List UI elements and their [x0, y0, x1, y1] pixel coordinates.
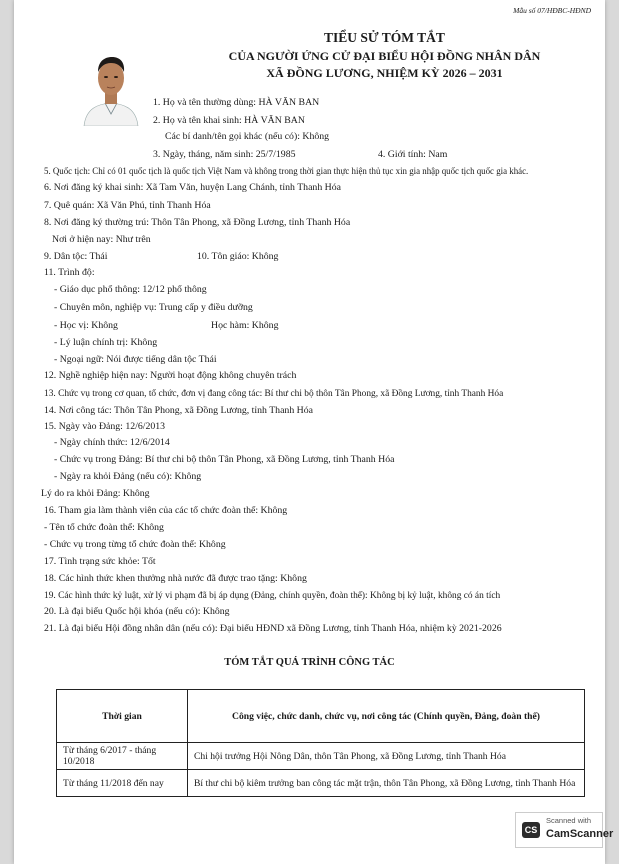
- scanner-brand: CamScanner: [546, 828, 614, 840]
- field-birth-registration: 6. Nơi đăng ký khai sinh: Xã Tam Văn, huyện Lang Chánh, tỉnh Thanh Hóa: [44, 182, 341, 193]
- portrait-photo: [76, 48, 146, 126]
- document-page: [14, 0, 605, 864]
- field-awards: 18. Các hình thức khen thưởng nhà nước đã được trao tặng: Không: [44, 573, 307, 584]
- camscanner-logo-icon: CS: [522, 822, 540, 838]
- field-aliases: Các bí danh/tên gọi khác (nếu có): Không: [165, 131, 330, 142]
- field-party-join-date: 15. Ngày vào Đảng: 12/6/2013: [44, 421, 166, 432]
- table-row: [57, 770, 585, 797]
- table-row: [57, 743, 585, 770]
- table-cell-description: Chi hội trưởng Hội Nông Dân, thôn Tân Phong, xã Đồng Lương, tỉnh Thanh Hóa: [188, 743, 585, 770]
- field-foreign-language: - Ngoại ngữ: Nói được tiếng dân tộc Thái: [54, 354, 217, 365]
- field-discipline: 19. Các hình thức kỷ luật, xử lý vi phạm đã bị áp dụng (Đảng, chính quyền, đoàn thể): Không bị kỷ luật, không có án tích: [44, 591, 501, 601]
- scanner-caption: Scanned with: [546, 816, 592, 825]
- field-party-official-date: - Ngày chính thức: 12/6/2014: [54, 437, 170, 448]
- work-history-table: [56, 689, 585, 797]
- field-gender: 4. Giới tính: Nam: [378, 149, 448, 160]
- field-occupation: 12. Nghề nghiệp hiện nay: Người hoạt động không chuyên trách: [44, 370, 297, 381]
- field-political-theory: - Lý luận chính trị: Không: [54, 337, 158, 348]
- field-health: 17. Tình trạng sức khỏe: Tốt: [44, 556, 156, 567]
- field-birth-name: 2. Họ và tên khai sinh: HÀ VĂN BAN: [153, 115, 305, 126]
- field-council-delegate: 21. Là đại biểu Hội đồng nhân dân (nếu có): Đại biểu HĐND xã Đồng Lương, tỉnh Thanh Hóa, nhiệm kỳ 2021-2026: [44, 623, 502, 634]
- field-common-name: 1. Họ và tên thường dùng: HÀ VĂN BAN: [153, 97, 320, 108]
- field-education-heading: 11. Trình độ:: [44, 267, 95, 278]
- field-party-leave-date: - Ngày ra khỏi Đảng (nếu có): Không: [54, 471, 202, 482]
- field-dob: 3. Ngày, tháng, năm sinh: 25/7/1985: [153, 149, 296, 160]
- field-organizations: 16. Tham gia làm thành viên của các tổ chức đoàn thể: Không: [44, 505, 288, 516]
- table-cell-time: Từ tháng 11/2018 đến nay: [57, 770, 188, 797]
- field-position: 13. Chức vụ trong cơ quan, tổ chức, đơn vị đang công tác: Bí thư chi bộ thôn Tân Phong, xã Đồng Lương, tỉnh Thanh Hóa: [44, 389, 504, 399]
- field-current-residence: Nơi ở hiện nay: Như trên: [52, 234, 151, 245]
- field-party-position: - Chức vụ trong Đảng: Bí thư chi bộ thôn Tân Phong, xã Đồng Lương, tỉnh Thanh Hóa: [54, 454, 395, 465]
- field-academic-title: Học hàm: Không: [211, 320, 279, 331]
- table-header-time: Thời gian: [57, 690, 188, 743]
- field-permanent-residence: 8. Nơi đăng ký thường trú: Thôn Tân Phong, xã Đồng Lương, tỉnh Thanh Hóa: [44, 217, 351, 228]
- form-number: Mẫu số 07/HĐBC-HĐND: [513, 6, 591, 15]
- field-general-education: - Giáo dục phổ thông: 12/12 phổ thông: [54, 284, 207, 295]
- field-degree: - Học vị: Không: [54, 320, 118, 331]
- field-organization-name: - Tên tổ chức đoàn thể: Không: [44, 522, 164, 533]
- work-section-title: TÓM TẮT QUÁ TRÌNH CÔNG TÁC: [224, 657, 395, 668]
- field-national-assembly: 20. Là đại biểu Quốc hội khóa (nếu có): Không: [44, 606, 230, 617]
- title-line-2: CỦA NGƯỜI ỨNG CỬ ĐẠI BIỂU HỘI ĐỒNG NHÂN DÂN: [228, 49, 541, 63]
- table-cell-description: Bí thư chi bộ kiêm trưởng ban công tác mặt trận, thôn Tân Phong, xã Đồng Lương, tỉnh Thanh Hóa: [188, 770, 585, 797]
- title-line-3: XÃ ĐỒNG LƯƠNG, NHIỆM KỲ 2026 – 2031: [266, 66, 503, 80]
- table-cell-time: Từ tháng 6/2017 - tháng 10/2018: [57, 743, 188, 770]
- field-workplace: 14. Nơi công tác: Thôn Tân Phong, xã Đồng Lương, tỉnh Thanh Hóa: [44, 405, 313, 416]
- camscanner-watermark: [515, 812, 614, 848]
- field-party-leave-reason: Lý do ra khỏi Đảng: Không: [41, 488, 150, 499]
- field-nationality: 5. Quốc tịch: Chỉ có 01 quốc tịch là quốc tịch Việt Nam và không trong thời gian thực hiện thủ tục xin gia nhập quốc tịch quốc gia khác.: [44, 166, 529, 176]
- field-hometown: 7. Quê quán: Xã Văn Phú, tỉnh Thanh Hóa: [44, 200, 211, 211]
- field-religion: 10. Tôn giáo: Không: [197, 251, 279, 262]
- title-line-1: TIỂU SỬ TÓM TẮT: [324, 30, 445, 45]
- table-header-row: [57, 690, 585, 743]
- field-ethnicity: 9. Dân tộc: Thái: [44, 251, 108, 262]
- table-header-description: Công việc, chức danh, chức vụ, nơi công tác (Chính quyền, Đảng, đoàn thể): [188, 690, 585, 743]
- field-specialty: - Chuyên môn, nghiệp vụ: Trung cấp y điều dưỡng: [54, 302, 253, 313]
- field-organization-position: - Chức vụ trong từng tổ chức đoàn thể: Không: [44, 539, 226, 550]
